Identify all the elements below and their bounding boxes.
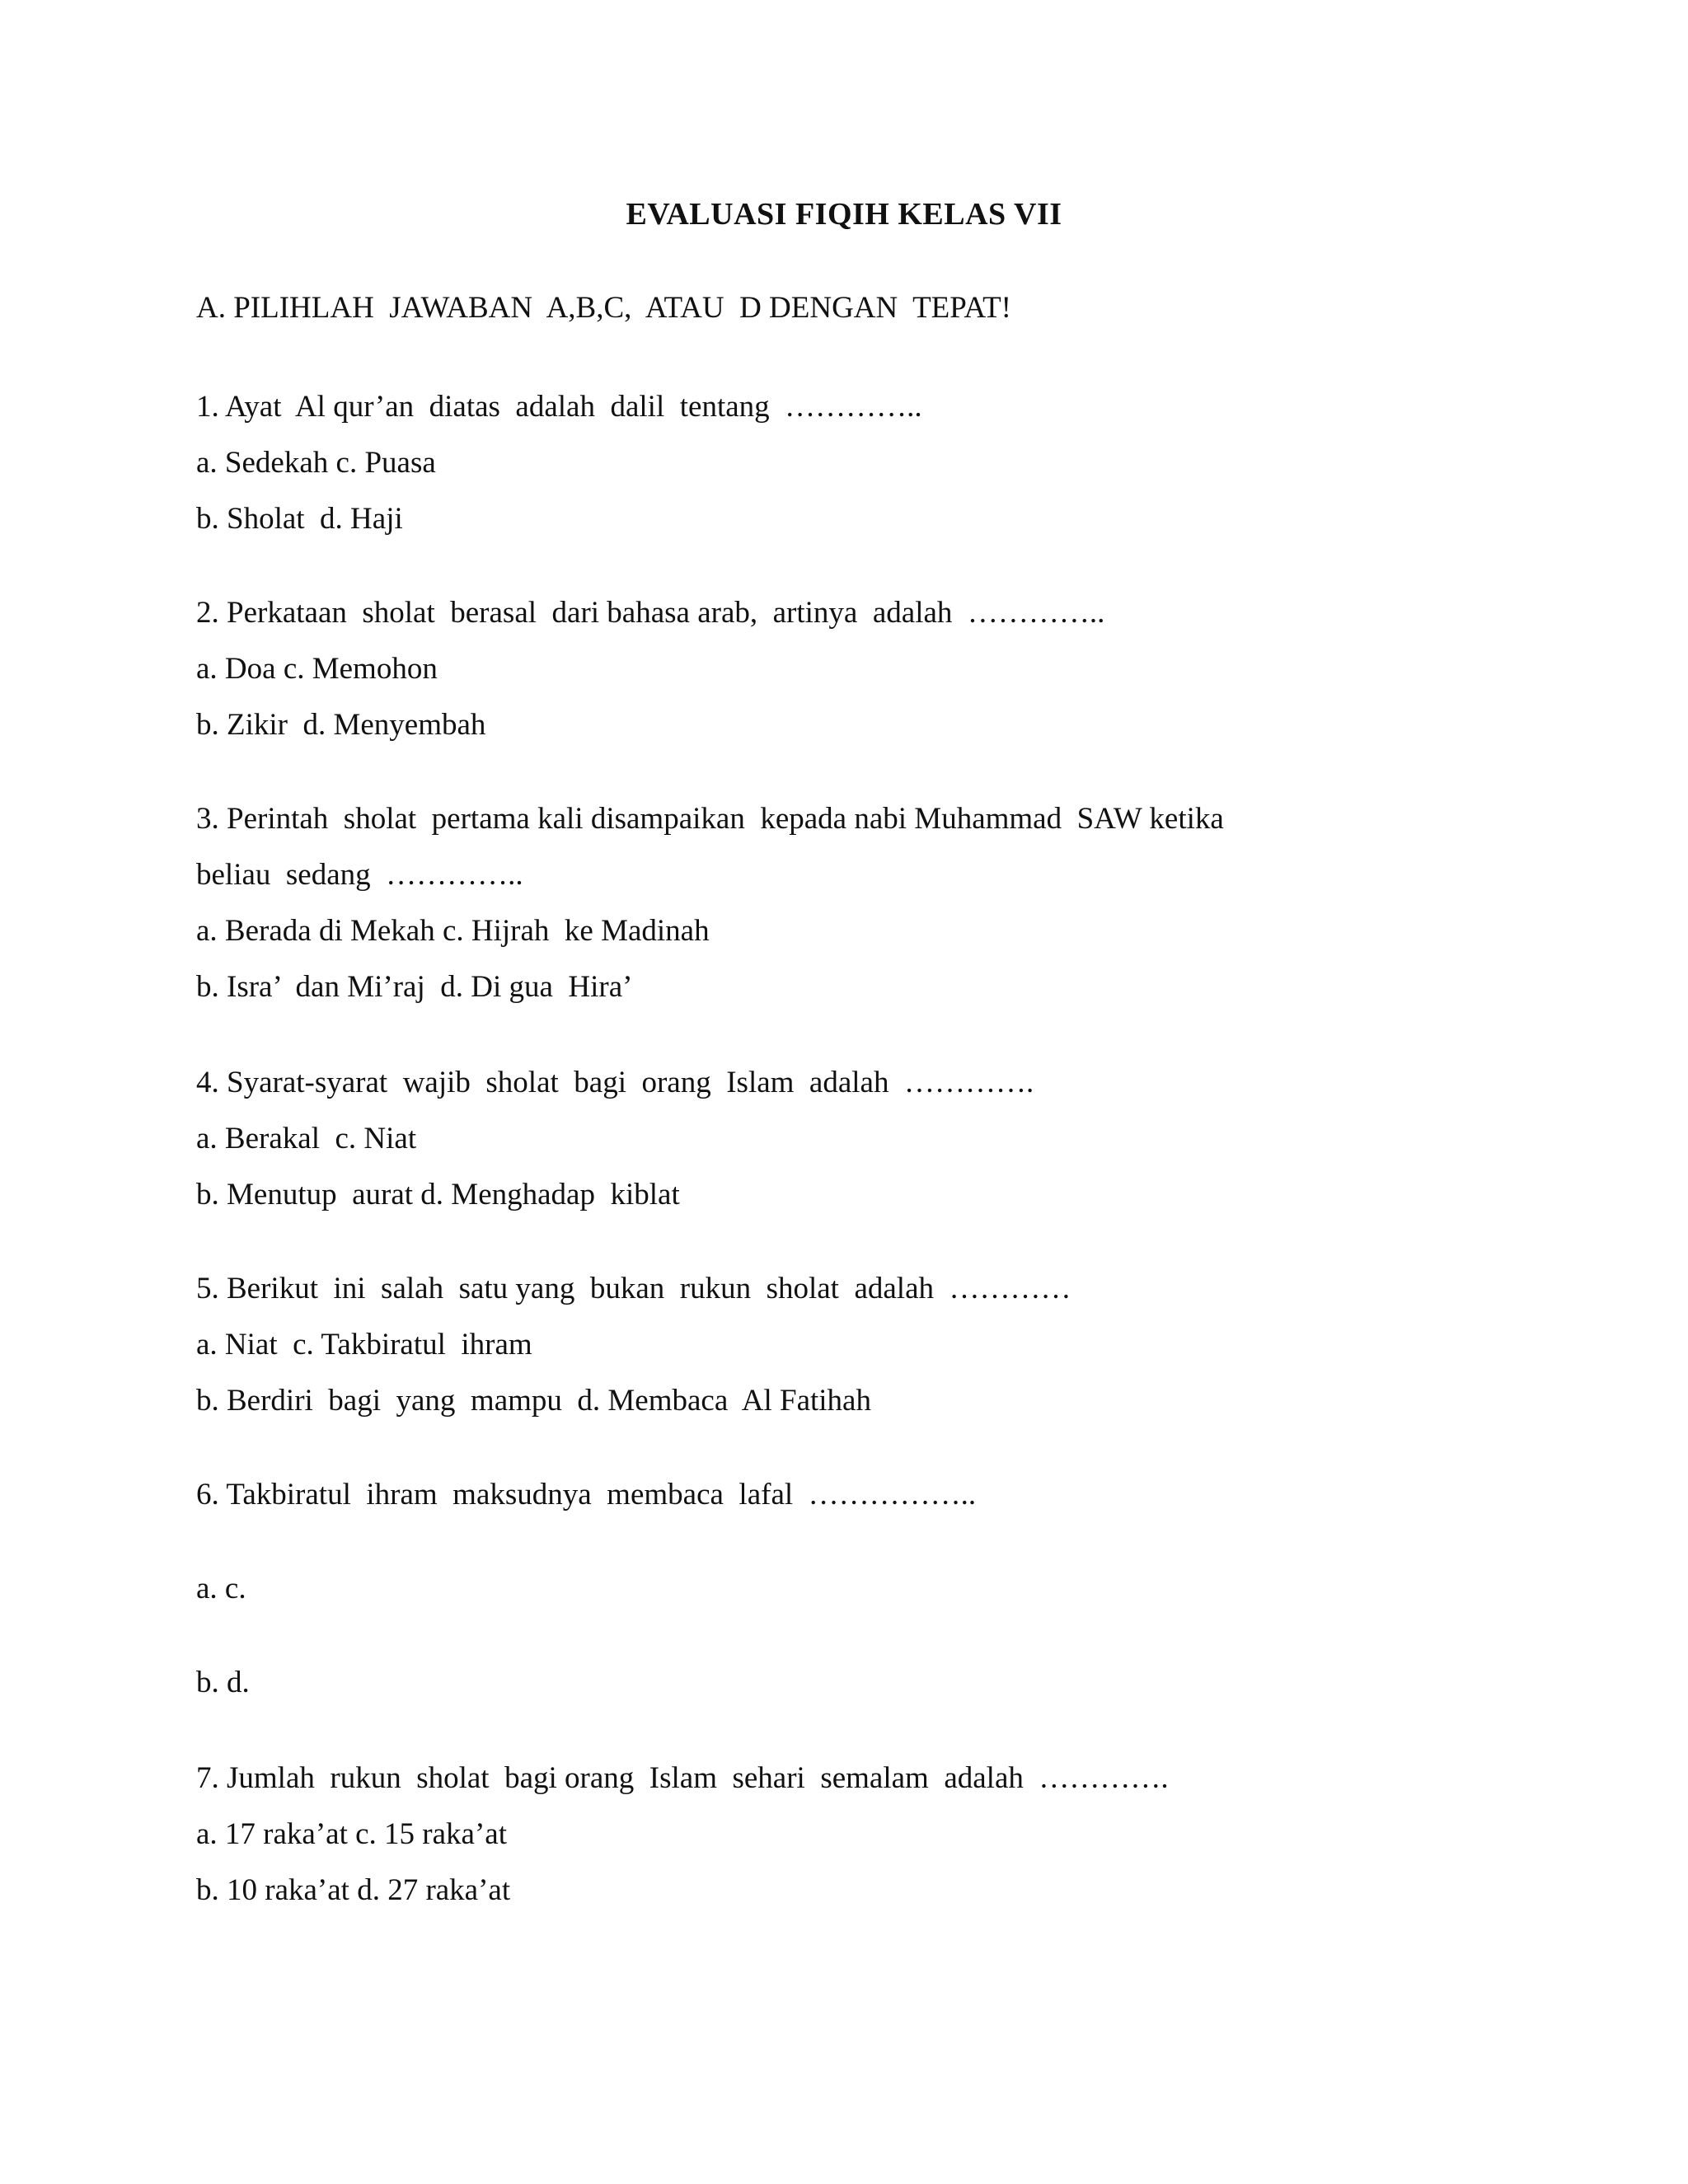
question-3-text: 3. Perintah sholat pertama kali disampaikan kepada nabi Muhammad SAW ketika [196,802,1224,836]
question-3-options-a-c: a. Berada di Mekah c. Hijrah ke Madinah [196,914,710,948]
question-2-text: 2. Perkataan sholat berasal dari bahasa arab, artinya adalah ………….. [196,596,1105,630]
question-3-text-continued: beliau sedang ………….. [196,858,523,892]
question-4-text: 4. Syarat-syarat wajib sholat bagi orang Islam adalah …………. [196,1066,1034,1099]
question-1-text: 1. Ayat Al qur’an diatas adalah dalil tentang ………….. [196,390,922,424]
question-7-options-b-d: b. 10 raka’at d. 27 raka’at [196,1873,511,1907]
question-4-options-a-c: a. Berakal c. Niat [196,1122,417,1155]
question-5-text: 5. Berikut ini salah satu yang bukan rukun sholat adalah ………… [196,1272,1071,1305]
question-7-options-a-c: a. 17 raka’at c. 15 raka’at [196,1817,507,1851]
question-6-options-b-d: b. d. [196,1666,250,1699]
question-5-options-a-c: a. Niat c. Takbiratul ihram [196,1328,532,1361]
question-6-text: 6. Takbiratul ihram maksudnya membaca lafal …………….. [196,1478,977,1511]
question-1-options-a-c: a. Sedekah c. Puasa [196,446,436,480]
question-5-options-b-d: b. Berdiri bagi yang mampu d. Membaca Al Fatihah [196,1384,871,1418]
question-4-options-b-d: b. Menutup aurat d. Menghadap kiblat [196,1178,680,1212]
question-7-text: 7. Jumlah rukun sholat bagi orang Islam sehari semalam adalah …………. [196,1761,1169,1795]
question-3-options-b-d: b. Isra’ dan Mi’raj d. Di gua Hira’ [196,970,633,1004]
question-6-options-a-c: a. c. [196,1572,246,1605]
section-a-instruction: A. PILIHLAH JAWABAN A,B,C, ATAU D DENGAN TEPAT! [196,291,1011,325]
question-2-options-b-d: b. Zikir d. Menyembah [196,708,486,742]
question-2-options-a-c: a. Doa c. Memohon [196,652,438,686]
document-title: EVALUASI FIQIH KELAS VII [626,197,1062,232]
question-1-options-b-d: b. Sholat d. Haji [196,502,403,536]
